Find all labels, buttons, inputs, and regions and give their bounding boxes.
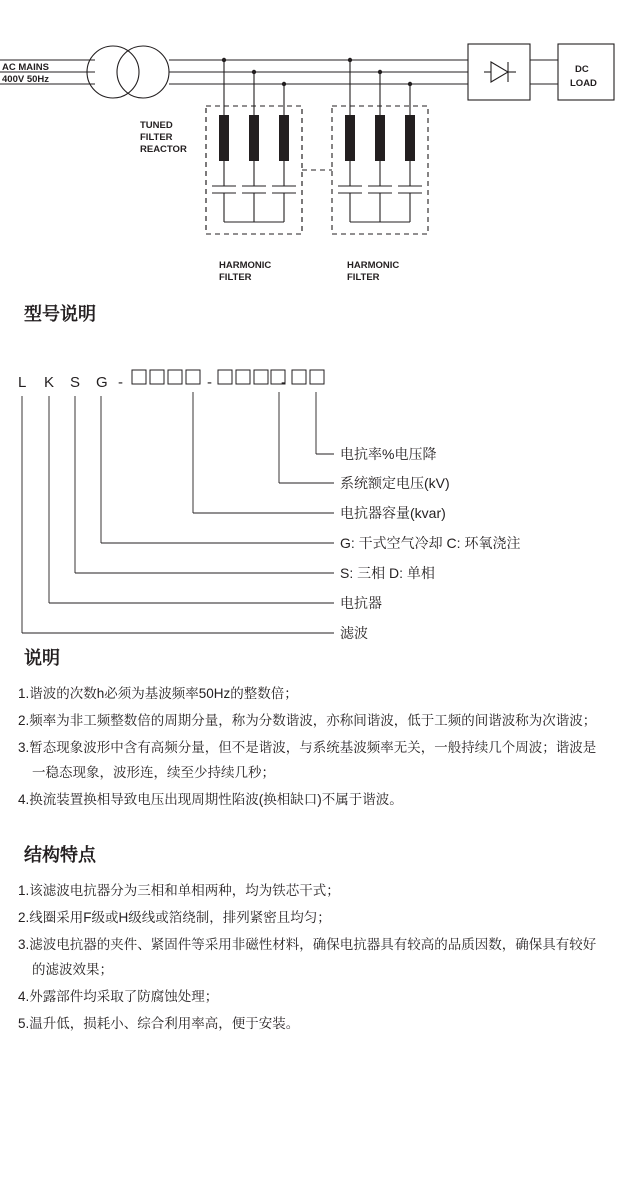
callout-1: 电抗率%电压降 [340,446,437,462]
code-letter-S: S [70,374,81,391]
code-dash-1: - [118,374,123,391]
code-dash-2: - [207,374,212,391]
label-reactor-line3: REACTOR [140,144,187,155]
features-list [18,879,602,1037]
label-dc-load-line1: DC [575,64,589,75]
circuit-diagram [0,0,620,300]
features-section-title: 结构特点 [24,844,96,865]
list-item: 2.线圈采用F级或H级线或箔绕制，排列紧密且均匀； [18,909,331,925]
callout-7: 滤波 [340,625,368,641]
callout-2: 系统额定电压(kV) [340,475,450,491]
label-harmonic-right-line1: HARMONIC [347,260,400,271]
notes-section [0,644,620,813]
label-ac-mains-line2: 400V 50Hz [2,74,50,85]
features-section [0,841,620,1037]
label-harmonic-right-line2: FILTER [347,272,380,283]
notes-list [18,682,602,813]
list-item: 1.谐波的次数h必须为基波频率50Hz的整数倍； [18,686,298,701]
label-reactor-line1: TUNED [140,120,173,131]
model-code-diagram [0,326,620,641]
label-harmonic-left-line2: FILTER [219,272,252,283]
model-section [0,300,620,326]
callout-3: 电抗器容量(kvar) [340,505,446,521]
list-item: 5.温升低，损耗小、综合利用率高，便于安装。 [18,1015,300,1031]
list-item: 1.该滤波电抗器分为三相和单相两种，均为铁芯干式； [18,882,340,898]
callout-4: G: 干式空气冷却 C: 环氧浇注 [340,535,521,551]
label-ac-mains-line1: AC MAINS [2,62,49,73]
list-item: 3.滤波电抗器的夹件、紧固件等采用非磁性材料，确保电抗器具有较高的品质因数，确保具有较好的滤波效果； [18,936,597,977]
list-item: 2.频率为非工频整数倍的周期分量，称为分数谐波，亦称间谐波，低于工频的间谐波称为次谐波； [18,712,597,728]
label-dc-load-line2: LOAD [570,78,597,89]
code-dash-3: - [281,374,286,391]
label-harmonic-left-line1: HARMONIC [219,260,272,271]
list-item: 3.暂态现象波形中含有高频分量，但不是谐波，与系统基波频率无关，一般持续几个周波；谐波是一稳态现象，波形连，续至少持续几秒； [18,739,597,780]
model-section-title: 型号说明 [24,304,96,324]
code-letter-K: K [44,374,55,391]
list-item: 4.换流装置换相导致电压出现周期性陷波(换相缺口)不属于谐波。 [18,791,403,807]
list-item: 4.外露部件均采取了防腐蚀处理； [18,988,219,1004]
callout-5: S: 三相 D: 单相 [340,565,435,581]
code-letter-G: G [96,374,108,391]
label-reactor-line2: FILTER [140,132,173,143]
notes-section-title: 说明 [24,648,60,668]
callout-6: 电抗器 [340,595,382,611]
code-letter-L: L [18,374,27,391]
